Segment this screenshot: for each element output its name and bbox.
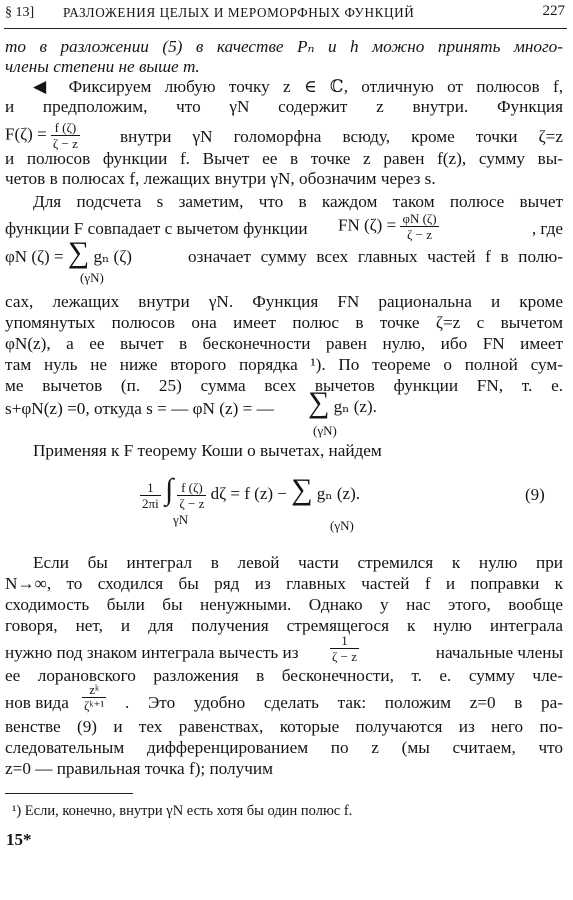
fraction — [51, 120, 80, 151]
text-line: сходимость были бы ненужными. Однако у нас этого, вообще — [5, 595, 563, 614]
text-line: внутри γN голоморфна всюду, кроме точки ζ=z — [120, 127, 563, 146]
equation-label: (9) — [525, 485, 545, 504]
page-number: 227 — [542, 3, 565, 19]
sum-subscript: (γN) — [330, 518, 354, 533]
text-line: члены степени не выше m. — [5, 57, 200, 76]
text-line: s+φN(z) =0, откуда s = — φN (z) = — — [5, 399, 274, 418]
text-line: Если бы интеграл в левой части стремился к нулю при — [33, 553, 563, 572]
footnote: ¹) Если, конечно, внутри γN есть хотя бы один полюс f. — [12, 803, 353, 819]
section-number: § 13] — [5, 5, 35, 20]
formula-part: dζ = f (z) − — [210, 484, 287, 503]
text-line: φN(z), а ее вычет в бесконечности равен нулю, ибо FN имеет — [5, 334, 563, 353]
fraction — [140, 480, 161, 511]
text-line: N→∞, то сходился бы ряд из главных частей f и поправки к — [5, 574, 563, 593]
text-line: означает сумму всех главных частей f в полю- — [188, 247, 563, 266]
text-line: венстве (9) и тех равенствах, которые получаются из него по- — [5, 717, 563, 736]
equation-9 — [140, 475, 360, 511]
signature-mark: 15* — [6, 830, 32, 849]
running-header — [5, 3, 565, 25]
text-line: Для подсчета s заметим, что в каждом таком полюсе вычет — [33, 192, 563, 211]
formula-s — [308, 388, 377, 418]
fraction — [400, 211, 438, 242]
text-line: начальные члены — [435, 643, 563, 662]
sum-symbol: ∑ — [308, 386, 330, 419]
chapter-title: РАЗЛОЖЕНИЯ ЦЕЛЫХ И МЕРОМОРФНЫХ ФУНКЦИЙ — [63, 5, 415, 20]
numerator: f (ζ) — [51, 120, 80, 136]
formula-FN — [338, 211, 439, 242]
formula-part: gₙ (z). — [333, 397, 377, 416]
text-line: там нуль не ниже второго порядка ¹). По теореме о полной сум- — [5, 355, 563, 374]
fraction-inline — [330, 633, 359, 664]
fraction — [330, 633, 359, 664]
text-line: следовательным дифференцированием по z (мы считаем, что — [5, 738, 563, 757]
denominator: 2πi — [142, 495, 159, 511]
formula-F-definition — [5, 120, 80, 151]
sum-subscript: (γN) — [313, 423, 337, 438]
denominator: ζ − z — [52, 136, 78, 151]
integral-subscript: γN — [173, 512, 189, 527]
text-line: , где — [531, 219, 563, 238]
denominator: ζ − z — [332, 649, 357, 664]
text-line: ◀ Фиксируем любую точку z ∈ ℂ, отличную от полюсов f, — [33, 77, 563, 96]
text-line: и полюсов функции f. Вычет ее в точке z равен f(z), сумму вы- — [5, 149, 563, 168]
text-line: сах, лежащих внутри γN. Функция FN рациональна и кроме — [5, 292, 563, 311]
formula-part: gₙ (z). — [316, 484, 361, 503]
text-line: функции F совпадает с вычетом функции — [5, 219, 308, 238]
formula-part: gₙ (ζ) — [93, 247, 132, 266]
text-line: и предположим, что γN содержит z внутри. Функция — [5, 97, 563, 116]
text-line: упомянутых полюсов она имеет полюс в точке ζ=z с вычетом — [5, 313, 563, 332]
formula-part: FN (ζ) = — [338, 215, 397, 235]
text-line: говоря, нет, и для получения стремящегося к нулю интеграла — [5, 616, 563, 635]
formula-part: F(ζ) = — [5, 124, 47, 144]
text-line: ме вычетов (п. 25) сумма всех вычетов функции FN, т. е. — [5, 376, 563, 395]
text-line: Применяя к F теорему Коши о вычетах, найдем — [33, 441, 382, 460]
sum-symbol: ∑ — [67, 236, 90, 269]
formula-phi — [5, 238, 132, 268]
text-line: ее лорановского разложения в бесконечности, т. е. сумму чле- — [5, 666, 563, 685]
sum-symbol: ∑ — [291, 473, 313, 506]
denominator: ζ − z — [179, 495, 205, 511]
fraction — [82, 682, 106, 713]
footnote-rule — [5, 793, 133, 794]
text-line: нужно под знаком интеграла вычесть из — [5, 643, 299, 662]
text-line: нов вида — [5, 693, 69, 712]
numerator: zᵏ — [82, 682, 106, 698]
numerator: 1 — [140, 480, 161, 496]
text-line: . Это удобно сделать так: положим z=0 в ра- — [125, 693, 563, 712]
text-line: четов в полюсах f, лежащих внутри γN, обозначим через s. — [5, 169, 436, 188]
fraction-inline — [82, 682, 106, 713]
numerator: 1 — [330, 633, 359, 649]
denominator: ζ − z — [407, 227, 433, 242]
text-line: z=0 — правильная точка f); получим — [5, 759, 273, 778]
sum-subscript: (γN) — [80, 270, 104, 285]
integral-symbol: ∫ — [164, 473, 174, 506]
text-line: то в разложении (5) в качестве Pₙ и h можно принять много- — [5, 37, 563, 56]
fraction — [177, 480, 206, 511]
numerator: φN (ζ) — [402, 211, 437, 226]
header-rule — [4, 28, 567, 29]
denominator: ζᵏ⁺¹ — [84, 698, 105, 713]
numerator: f (ζ) — [177, 480, 206, 496]
formula-part: φN (ζ) = — [5, 247, 64, 266]
